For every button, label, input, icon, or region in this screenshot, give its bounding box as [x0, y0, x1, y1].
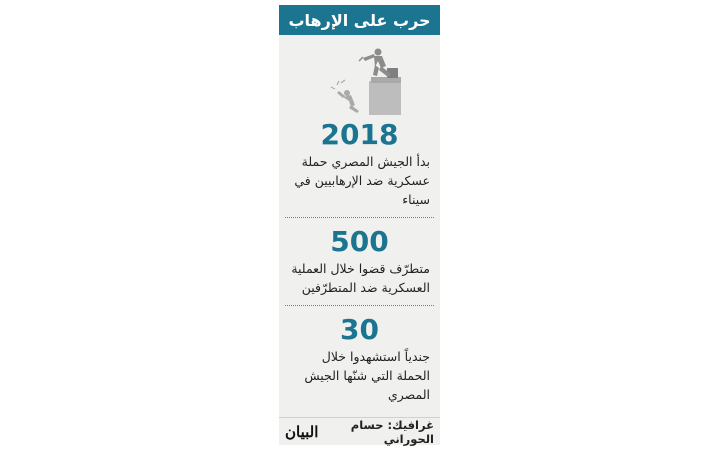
stat-number: 2018 — [320, 118, 399, 151]
illustration — [279, 35, 440, 115]
stat-block — [279, 226, 440, 297]
stat-block — [279, 314, 440, 404]
stat-description: بدأ الجيش المصري حملة عسكرية ضد الإرهابيين في سيناء — [294, 154, 430, 207]
title-banner — [279, 5, 440, 35]
divider — [285, 217, 434, 218]
footer — [279, 417, 440, 445]
stat-number: 30 — [340, 313, 379, 346]
divider — [285, 305, 434, 306]
stat-block — [279, 119, 440, 209]
infographic-card — [279, 5, 440, 445]
stat-number: 500 — [330, 225, 389, 258]
soldier-vs-terrorist-icon — [279, 35, 440, 115]
graphic-credit: غرافيك: حسام الحوراني — [350, 417, 434, 446]
stat-description: جندياً استشهدوا خلال الحملة التي شنّها الجيش المصري — [304, 349, 430, 402]
stat-description: متطرّف قضوا خلال العملية العسكرية ضد المتطرّفين — [291, 261, 430, 295]
albayan-logo: البيان — [285, 422, 319, 441]
infographic-title: حرب على الإرهاب — [288, 10, 431, 30]
